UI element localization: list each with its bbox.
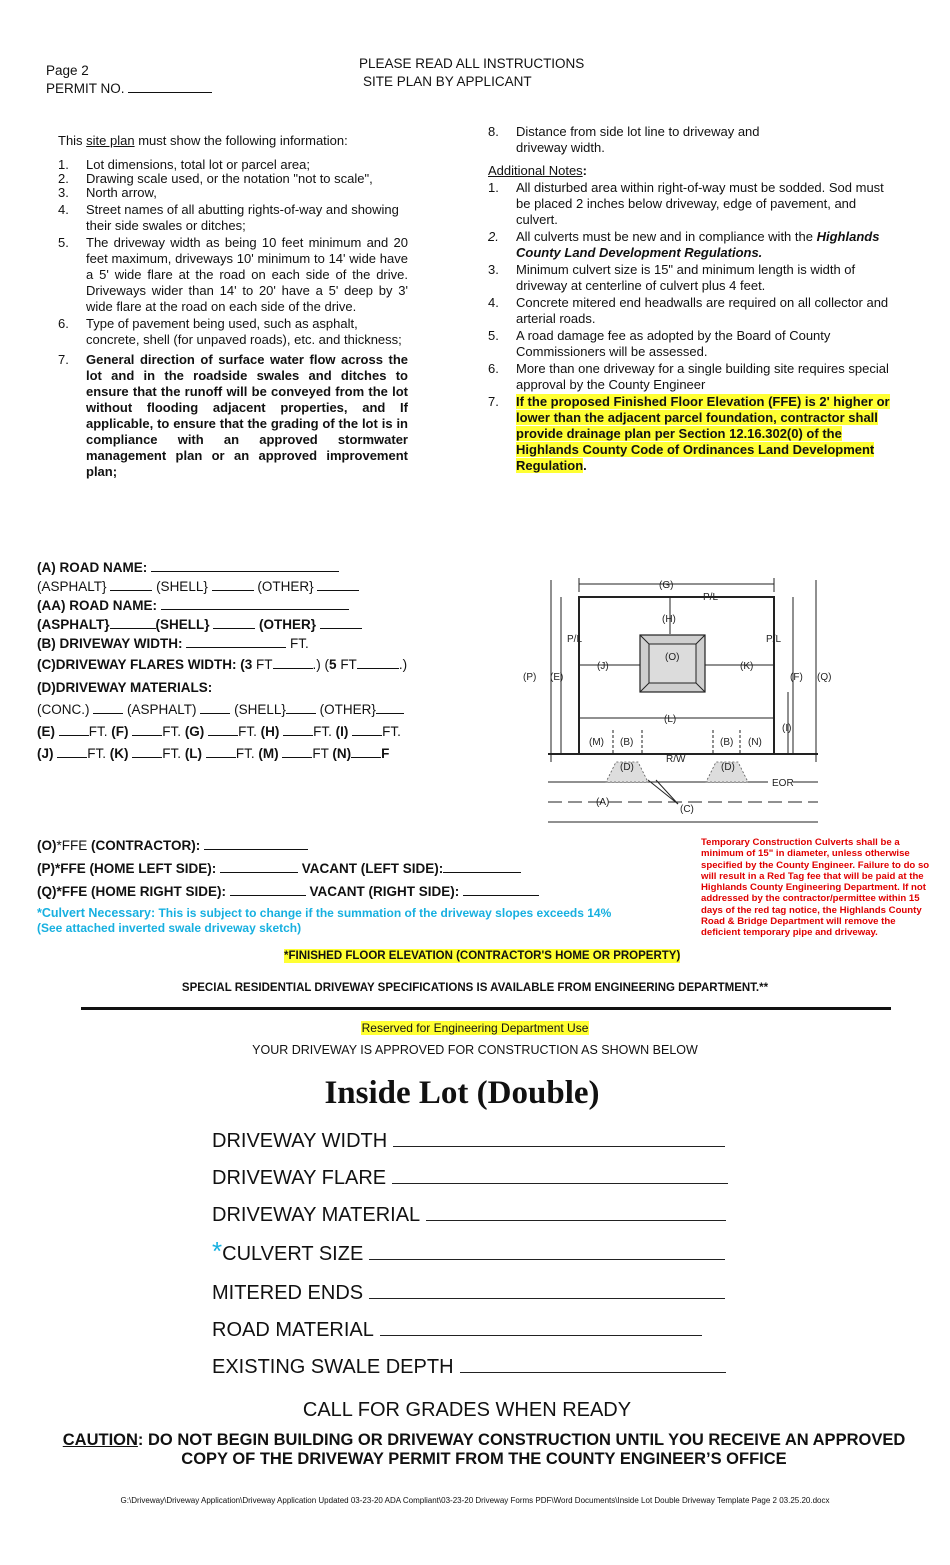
ft-unit-last: F	[381, 746, 390, 761]
diagram-label-pl-left: P/L	[567, 634, 583, 645]
diagram-label-c: (C)	[680, 804, 694, 815]
list-item	[58, 202, 408, 234]
item-text: Concrete mitered end headwalls are required on all collector and arterial roads.	[516, 295, 889, 326]
flare-5-value: 5	[329, 657, 337, 672]
ffe-right-row	[37, 880, 611, 903]
diagram-label-q: (Q)	[817, 672, 832, 683]
diagram-label-h: (H)	[662, 614, 676, 625]
list-item	[488, 328, 898, 360]
approval-culvert-input[interactable]	[369, 1239, 725, 1260]
permit-number	[46, 80, 212, 97]
ffe-right-label: (Q)*FFE (HOME RIGHT SIDE):	[37, 884, 226, 899]
approval-mitered-row	[212, 1278, 728, 1305]
ft-unit: FT.	[87, 746, 107, 761]
ffe-fields	[37, 834, 611, 936]
driveway-fields	[37, 558, 407, 763]
item-text: Minimum culvert size is 15" and minimum length is width of driveway at centerline of culvert plus 4 feet.	[516, 262, 856, 293]
dim-i-input[interactable]	[352, 723, 382, 736]
item-number: 1.	[58, 157, 69, 172]
other-material-input[interactable]	[376, 701, 404, 714]
materials-label: (D)DRIVEWAY MATERIALS:	[37, 680, 213, 695]
diagram-label-a: (A)	[596, 797, 610, 808]
ffe-left-input[interactable]	[220, 860, 298, 873]
divider	[81, 1007, 891, 1010]
notes-colon: :	[582, 163, 588, 178]
ft-unit: FT.	[238, 724, 257, 739]
approval-swale-label: EXISTING SWALE DEPTH	[212, 1356, 454, 1378]
permit-label: PERMIT NO.	[46, 81, 125, 96]
diagram-label-o: (O)	[665, 652, 680, 663]
aa-asphalt-label: (ASPHALT}	[37, 617, 110, 632]
approval-material-input[interactable]	[426, 1200, 726, 1221]
approval-material-label: DRIVEWAY MATERIAL	[212, 1204, 421, 1226]
materials-row	[37, 700, 407, 719]
diagram-label-k: (K)	[740, 661, 754, 672]
shell-label: (SHELL}	[234, 702, 286, 717]
list-item	[488, 361, 898, 393]
shell-material-input[interactable]	[286, 701, 316, 714]
diagram-label-e: (E)	[550, 672, 564, 683]
ft-unit: FT.	[162, 746, 182, 761]
permit-number-field[interactable]	[128, 82, 212, 93]
approval-material-row	[212, 1200, 728, 1227]
item-text-bold: Highlands County Land Development Regulations.	[516, 229, 880, 260]
list-item	[58, 352, 408, 480]
item-text: Street names of all abutting rights-of-way and showing their side swales or ditches;	[86, 202, 399, 233]
additional-notes-list	[488, 180, 898, 475]
vacant-left-input[interactable]	[443, 860, 521, 873]
dim-f-input[interactable]	[132, 723, 162, 736]
dim-e-input[interactable]	[59, 723, 89, 736]
approval-culvert-row	[212, 1237, 728, 1268]
list-item	[488, 394, 898, 474]
item-text: A road damage fee as adopted by the Board of County Commissioners will be assessed.	[516, 328, 831, 359]
item-text: Distance from side lot line to driveway and driveway width.	[516, 124, 760, 155]
ffe-left-label: (P)*FFE (HOME LEFT SIDE):	[37, 861, 217, 876]
ft-unit: FT	[256, 657, 273, 672]
approval-width-row	[212, 1126, 728, 1153]
diagram-label-l: (L)	[664, 714, 677, 725]
diagram-label-d-right: (D)	[721, 762, 735, 773]
item-text: North arrow,	[86, 185, 157, 200]
flares-label: (C)DRIVEWAY FLARES WIDTH: (	[37, 657, 245, 672]
flare-close: .)	[312, 657, 321, 672]
aa-other-label: (OTHER}	[259, 617, 317, 632]
road-name-row	[37, 558, 407, 577]
item-number: 8.	[488, 124, 499, 139]
vacant-right-label: VACANT (RIGHT SIDE):	[309, 884, 460, 899]
culvert-text: This is subject to change if the summation of the driveway slopes exceeds 14%	[155, 906, 612, 920]
ft-unit: FT	[312, 746, 329, 761]
caution-line-1	[0, 1431, 950, 1450]
culvert-necessary: *Culvert Necessary:	[37, 906, 156, 920]
intro-post: must show the following information:	[134, 133, 348, 148]
driveway-width-label: (B) DRIVEWAY WIDTH:	[37, 636, 183, 651]
list-item	[58, 316, 408, 348]
approval-flare-label: DRIVEWAY FLARE	[212, 1167, 387, 1189]
diagram-label-rw: R/W	[666, 754, 686, 765]
dim-j-input[interactable]	[57, 745, 87, 758]
approved-heading: YOUR DRIVEWAY IS APPROVED FOR CONSTRUCTION AS SHOWN BELOW	[252, 1043, 698, 1057]
item-number: 7.	[58, 352, 69, 367]
red-culvert-note: Temporary Construction Culverts shall be a minimum of 15" in diameter, unless otherwise specified by the County Engineer. Failure to do so will result in a Red Tag fee that will be paid at the Highlands County Engineering Department. If not addressed by the contractor/permittee within 15 days of the red tag notice, the Highlands County Road & Bridge Department will remove the deficient temporary pipe and driveway.	[701, 837, 930, 939]
asphalt-label: (ASPHALT)	[127, 702, 197, 717]
caution-label: CAUTION	[62, 1431, 138, 1449]
diagram-label-j: (J)	[597, 661, 609, 672]
flare-3-input[interactable]	[273, 656, 313, 669]
dim-k-input[interactable]	[132, 745, 162, 758]
diagram-label-m: (M)	[589, 737, 604, 748]
page-number: Page 2	[46, 63, 89, 78]
dim-h-input[interactable]	[283, 723, 313, 736]
item-text: General direction of surface water flow across the lot and in the roadside swales and ditches to ensure that the runoff will be conveyed from the lot without flooding adjacent properties, and If applicable, to ensure that the grading of the lot is in compliance with an approved stormwater management plan or an approved improvement plan;	[86, 352, 408, 479]
reserved-label: Reserved for Engineering Department Use	[361, 1021, 589, 1035]
item-number: 6.	[58, 316, 69, 331]
ffe-contractor-input[interactable]	[204, 837, 308, 850]
diagram-label-pl-right: P/L	[766, 634, 782, 645]
ft-unit: FT.	[290, 636, 309, 651]
dim-m-input[interactable]	[282, 745, 312, 758]
ffe-contractor-label: (CONTRACTOR):	[91, 838, 201, 853]
dim-e-label: (E)	[37, 724, 55, 739]
item-number: 5.	[58, 235, 69, 250]
site-plan-list-continued	[488, 124, 788, 157]
item-number: 1.	[488, 180, 499, 195]
diagram-label-i: (I)	[782, 723, 792, 734]
list-item	[488, 124, 788, 156]
item-text: Drawing scale used, or the notation "not to scale",	[86, 171, 373, 186]
call-for-grades: CALL FOR GRADES WHEN READY	[302, 1399, 632, 1421]
approval-fields	[212, 1126, 728, 1379]
approval-swale-row	[212, 1352, 728, 1379]
aa-road-name-input[interactable]	[161, 597, 349, 610]
item-number: 4.	[488, 295, 499, 310]
approval-mitered-input[interactable]	[369, 1278, 725, 1299]
reserved-wrap	[0, 1021, 950, 1035]
aa-shell-label: (SHELL}	[155, 617, 210, 632]
site-plan-intro	[58, 133, 348, 149]
site-plan-link-text: site plan	[86, 133, 135, 148]
road-name-input[interactable]	[151, 559, 339, 572]
vacant-left-label: VACANT (LEFT SIDE):	[301, 861, 444, 876]
approval-mitered-label: MITERED ENDS	[212, 1282, 364, 1304]
list-item	[58, 185, 408, 201]
dimensions-row-2	[37, 744, 407, 763]
item-number: 6.	[488, 361, 499, 376]
item-text-end: .	[583, 458, 587, 473]
ft-unit: FT	[340, 657, 357, 672]
site-plan-list	[58, 157, 408, 481]
approval-road-label: ROAD MATERIAL	[212, 1319, 374, 1341]
site-plan-diagram	[518, 572, 838, 827]
conc-input[interactable]	[93, 701, 123, 714]
approval-swale-input[interactable]	[460, 1352, 726, 1373]
other-label: (OTHER}	[257, 579, 314, 594]
flare-5-input[interactable]	[357, 656, 399, 669]
approval-width-input[interactable]	[393, 1126, 725, 1147]
additional-notes-title	[488, 163, 587, 179]
file-path-footer: G:\Driveway\Driveway Application\Driveway Application Updated 03-23-20 ADA Compliant\03-23-20 Driveway Forms PDF\Word Documents\Inside Lot Double Driveway Template Page 2 03.25.20.docx	[120, 1496, 830, 1505]
ffe-footnote: *FINISHED FLOOR ELEVATION (CONTRACTOR'S HOME OR PROPERTY)	[284, 950, 681, 962]
diagram-label-g: (G)	[659, 580, 674, 591]
diagram-label-b-left: (B)	[620, 737, 634, 748]
asphalt-label: (ASPHALT}	[37, 579, 107, 594]
item-text: More than one driveway for a single building site requires special approval by the County Engineer	[516, 361, 889, 392]
list-item	[488, 229, 898, 261]
caution-text: : DO NOT BEGIN BUILDING OR DRIVEWAY CONSTRUCTION UNTIL YOU RECEIVE AN APPROVED	[137, 1431, 906, 1449]
ffe-left-row	[37, 857, 611, 880]
instructions-heading	[359, 55, 584, 91]
instructions-line-1: PLEASE READ ALL INSTRUCTIONS	[359, 56, 585, 71]
list-item	[488, 180, 898, 228]
notes-title-text: Additional Notes	[488, 163, 583, 178]
item-text: Type of pavement being used, such as asphalt, concrete, shell (for unpaved roads), etc. and thickness;	[86, 316, 402, 347]
caution-line-2: COPY OF THE DRIVEWAY PERMIT FROM THE COUNTY ENGINEER’S OFFICE	[181, 1450, 787, 1468]
approval-width-label: DRIVEWAY WIDTH	[212, 1130, 388, 1152]
other-input[interactable]	[317, 578, 359, 591]
list-item	[488, 295, 898, 327]
item-number: 2.	[58, 171, 69, 186]
diagram-label-b-right: (B)	[720, 737, 734, 748]
dim-g-label: (G)	[184, 724, 205, 739]
ft-unit: FT.	[88, 724, 108, 739]
dim-k-label: (K)	[109, 746, 129, 761]
road-type-row	[37, 577, 407, 596]
dim-f-label: (F)	[111, 724, 129, 739]
diagram-label-p: (P)	[523, 672, 537, 683]
special-specifications: SPECIAL RESIDENTIAL DRIVEWAY SPECIFICATIONS IS AVAILABLE FROM ENGINEERING DEPARTMENT.**	[181, 982, 769, 994]
aa-road-type-row	[37, 615, 407, 634]
driveway-width-input[interactable]	[186, 635, 286, 648]
aa-shell-input[interactable]	[213, 616, 255, 629]
approval-flare-input[interactable]	[392, 1163, 728, 1184]
other-label: (OTHER}	[319, 702, 376, 717]
aa-asphalt-input[interactable]	[110, 616, 156, 629]
flare-open: (	[320, 657, 330, 672]
approval-flare-row	[212, 1163, 728, 1190]
approval-road-row	[212, 1315, 728, 1342]
ft-unit: FT.	[235, 746, 255, 761]
shell-label: (SHELL}	[156, 579, 208, 594]
item-number: 3.	[58, 185, 69, 200]
diagram-label-d-left: (D)	[620, 762, 634, 773]
list-item	[58, 235, 408, 315]
dim-h-label: (H)	[260, 724, 280, 739]
ft-unit: FT.	[382, 724, 401, 739]
flares-row	[37, 655, 407, 674]
asphalt-material-input[interactable]	[200, 701, 230, 714]
item-number: 2.	[488, 229, 499, 244]
item-text: All culverts must be new and in compliance with the	[516, 229, 817, 244]
conc-label: (CONC.)	[37, 702, 90, 717]
aa-road-name-row	[37, 596, 407, 615]
ffe-o-prefix: (O)	[37, 838, 57, 853]
diagram-label-n: (N)	[748, 737, 762, 748]
dimensions-row-1	[37, 722, 407, 741]
ffe-contractor-row	[37, 834, 611, 857]
item-text: All disturbed area within right-of-way must be sodded. Sod must be placed 2 inches below driveway, edge of pavement, and culvert.	[516, 180, 884, 227]
list-item	[488, 262, 898, 294]
item-text: The driveway width as being 10 feet minimum and 20 feet maximum, driveways 10' minimum to 14' wide have a 5' wide flare at the road on each side of the drive. Driveways wider than 14' to 20' have a 5' deep by 3' wide flare at the road on each side of the drive.	[86, 235, 408, 314]
ft-unit: FT.	[313, 724, 332, 739]
item-number: 7.	[488, 394, 499, 409]
driveway-width-row	[37, 634, 407, 653]
diagram-label-eor: EOR	[772, 778, 794, 789]
dim-m-label: (M)	[258, 746, 279, 761]
dim-g-input[interactable]	[208, 723, 238, 736]
page-title: Inside Lot (Double)	[324, 1075, 600, 1111]
approval-culvert-label: CULVERT SIZE	[222, 1243, 364, 1265]
dim-j-label: (J)	[37, 746, 54, 761]
ffe-right-input[interactable]	[230, 883, 306, 896]
item-number: 4.	[58, 202, 69, 217]
diagram-label-pl-top: P/L	[703, 592, 719, 603]
flare-close: .)	[398, 657, 408, 672]
road-name-label: (A) ROAD NAME:	[37, 560, 148, 575]
vacant-right-input[interactable]	[463, 883, 539, 896]
intro-pre: This	[58, 133, 87, 148]
diagram-label-f: (F)	[790, 672, 803, 683]
aa-road-name-label: (AA) ROAD NAME:	[37, 598, 157, 613]
dim-n-label: (N)	[332, 746, 352, 761]
aa-other-input[interactable]	[320, 616, 362, 629]
instructions-line-2: SITE PLAN BY APPLICANT	[363, 74, 532, 89]
culvert-sketch-note: (See attached inverted swale driveway sketch)	[37, 921, 302, 935]
ft-unit: FT.	[162, 724, 182, 739]
dim-l-label: (L)	[184, 746, 203, 761]
approval-road-input[interactable]	[380, 1315, 702, 1336]
culvert-star: *	[212, 1236, 223, 1266]
dim-l-input[interactable]	[206, 745, 236, 758]
item-number: 3.	[488, 262, 499, 277]
flare-3-value: 3	[244, 657, 253, 672]
item-text-highlighted: If the proposed Finished Floor Elevation (FFE) is 2' higher or lower than the adjacent parcel foundation, contractor shall provide drainage plan per Section 12.16.302(0) of the Highlands County Code of Ordinances Land Development Regulation	[516, 394, 890, 473]
culvert-note	[37, 906, 611, 936]
ffe-o-mid: *FFE	[56, 838, 92, 853]
dim-i-label: (I)	[335, 724, 349, 739]
shell-input[interactable]	[212, 578, 254, 591]
asphalt-input[interactable]	[110, 578, 152, 591]
dim-n-input[interactable]	[351, 745, 381, 758]
item-text: Lot dimensions, total lot or parcel area;	[86, 157, 311, 172]
item-number: 5.	[488, 328, 499, 343]
